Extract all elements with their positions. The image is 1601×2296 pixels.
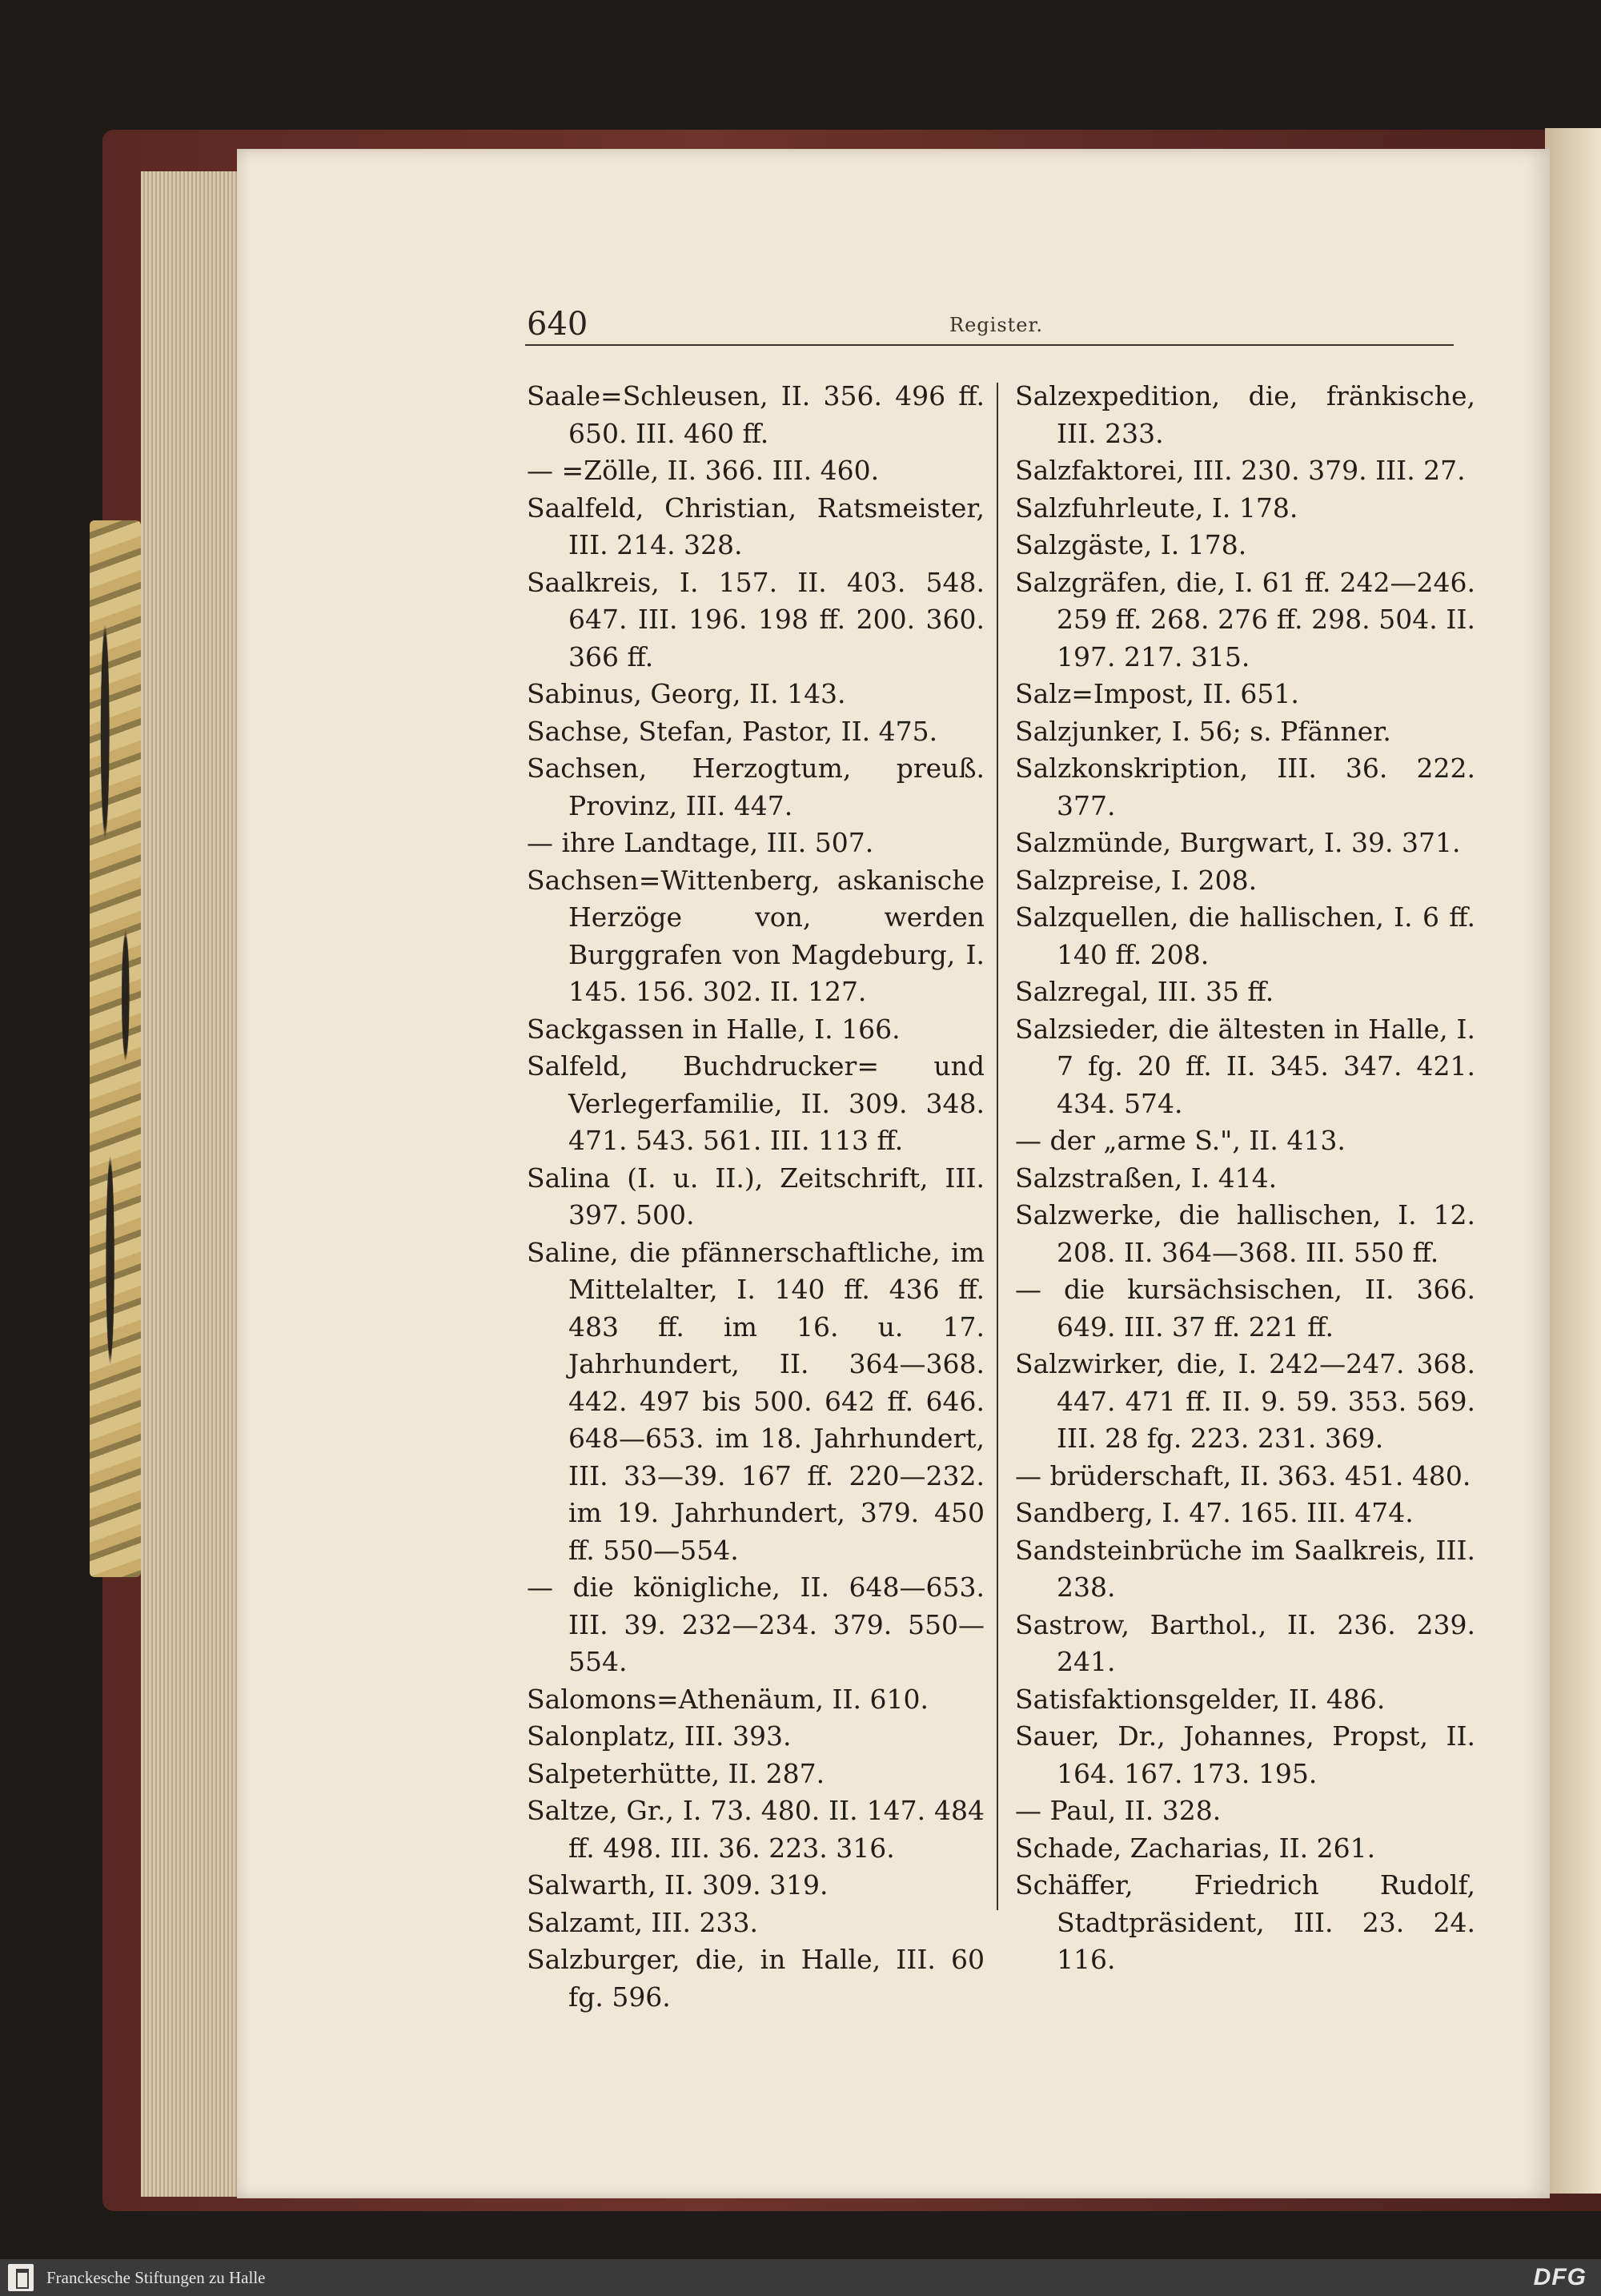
index-entry: Salzregal, III. 35 ff. [1015,976,1274,1007]
index-column-left [527,378,985,2016]
index-entry: — ihre Landtage, III. 507. [527,827,874,858]
index-column-right [1015,378,1475,1979]
index-entry: — Paul, II. 328. [1015,1795,1222,1826]
index-entry: — brüderschaft, II. 363. 451. 480. [1015,1459,1471,1491]
page-edges [141,171,245,2197]
index-entry: Salzwerke, die hallischen, I. 12. 208. II. 364—368. III. 550 ff. [1015,1199,1475,1268]
index-entry: Salzkonskription, III. 36. 222. 377. [1015,753,1475,821]
index-entry: Salzstraßen, I. 414. [1015,1162,1278,1194]
index-entry: Schade, Zacharias, II. 261. [1015,1832,1376,1864]
dfg-logo: DFG [1533,2264,1587,2290]
index-entry: Salzjunker, I. 56; s. Pfänner. [1015,715,1391,747]
index-entry: Sastrow, Barthol., II. 236. 239. 241. [1015,1608,1475,1677]
index-entry: Schäffer, Friedrich Rudolf, Stadtpräsident, III. 23. 24. 116. [1015,1869,1475,1975]
index-entry: Salzgräfen, die, I. 61 ff. 242—246. 259 ff. 268. 276 ff. 298. 504. II. 197. 217. 315. [1015,566,1475,672]
index-entry: Sabinus, Georg, II. 143. [527,678,846,709]
index-entry: Salzwirker, die, I. 242—247. 368. 447. 471 ff. II. 9. 59. 353. 569. III. 28 fg. 223. 231. 369. [1015,1348,1475,1454]
index-entry: Saale=Schleusen, II. 356. 496 ff. 650. III. 460 ff. [527,380,985,449]
marbled-spine-edge [90,520,141,1577]
index-entry: Salzexpedition, die, fränkische, III. 233. [1015,380,1475,449]
index-entry: Salz=Impost, II. 651. [1015,678,1299,709]
index-entry: Sandberg, I. 47. 165. III. 474. [1015,1497,1414,1528]
index-entry: — =Zölle, II. 366. III. 460. [527,455,880,486]
index-entry: Saalkreis, I. 157. II. 403. 548. 647. III. 196. 198 ff. 200. 360. 366 ff. [527,566,985,672]
institution-name: Franckesche Stiftungen zu Halle [46,2268,266,2287]
index-entry: Salina (I. u. II.), Zeitschrift, III. 397. 500. [527,1162,985,1230]
index-entry: — der „arme S.", II. 413. [1015,1125,1346,1156]
index-entry: Sachsen, Herzogtum, preuß. Provinz, III. 447. [527,753,985,821]
index-entry: Salwarth, II. 309. 319. [527,1869,829,1901]
index-entry: Salonplatz, III. 393. [527,1720,792,1752]
index-entry: Sachsen=Wittenberg, askanische Herzöge von, werden Burggrafen von Magdeburg, I. 145. 156. 302. II. 127. [527,864,985,1007]
index-entry: Sandsteinbrüche im Saalkreis, III. 238. [1015,1534,1475,1603]
column-divider [997,383,998,1910]
index-entry: Salzquellen, die hallischen, I. 6 ff. 140 ff. 208. [1015,901,1475,970]
running-title: Register. [949,314,1043,336]
index-entry: Sachse, Stefan, Pastor, II. 475. [527,715,938,747]
index-entry: Salzgäste, I. 178. [1015,529,1247,560]
header-rule [525,344,1454,346]
index-entry: Salzburger, die, in Halle, III. 60 fg. 596. [527,1944,985,2013]
index-entry: Salpeterhütte, II. 287. [527,1757,825,1789]
institution-logo-icon [8,2264,34,2291]
index-entry: Saltze, Gr., I. 73. 480. II. 147. 484 ff. 498. III. 36. 223. 316. [527,1795,985,1864]
index-entry: Salzfaktorei, III. 230. 379. III. 27. [1015,455,1466,486]
index-entry: Sauer, Dr., Johannes, Propst, II. 164. 167. 173. 195. [1015,1720,1475,1789]
index-entry: Satisfaktionsgelder, II. 486. [1015,1683,1386,1715]
index-entry: Salfeld, Buchdrucker= und Verlegerfamilie, II. 309. 348. 471. 543. 561. III. 113 ff. [527,1050,985,1156]
index-entry: — die königliche, II. 648—653. III. 39. 232—234. 379. 550—554. [527,1571,985,1677]
index-entry: Salzfuhrleute, I. 178. [1015,492,1298,524]
index-entry: Salzpreise, I. 208. [1015,864,1258,896]
index-entry: Salzsieder, die ältesten in Halle, I. 7 fg. 20 ff. II. 345. 347. 421. 434. 574. [1015,1013,1475,1119]
footer-bar [0,2259,1601,2296]
facing-page-edge [1545,128,1601,2194]
page-number: 640 [527,306,588,343]
index-entry: Salzmünde, Burgwart, I. 39. 371. [1015,827,1461,858]
index-entry: — die kursächsischen, II. 366. 649. III. 37 ff. 221 ff. [1015,1274,1475,1343]
index-entry: Sackgassen in Halle, I. 166. [527,1013,901,1045]
index-entry: Saalfeld, Christian, Ratsmeister, III. 214. 328. [527,492,985,560]
index-entry: Salzamt, III. 233. [527,1906,758,1938]
index-entry: Saline, die pfännerschaftliche, im Mittelalter, I. 140 ff. 436 ff. 483 ff. im 16. u. 17. Jahrhundert, II. 364—368. 442. 497 bis 500. 642 ff. 646. 648—653. im 18. Jahrhundert, III. 33—39. 167 ff. 220—232. im 19. Jahrhundert, 379. 450 ff. 550—554. [527,1236,985,1566]
index-entry: Salomons=Athenäum, II. 610. [527,1683,929,1715]
